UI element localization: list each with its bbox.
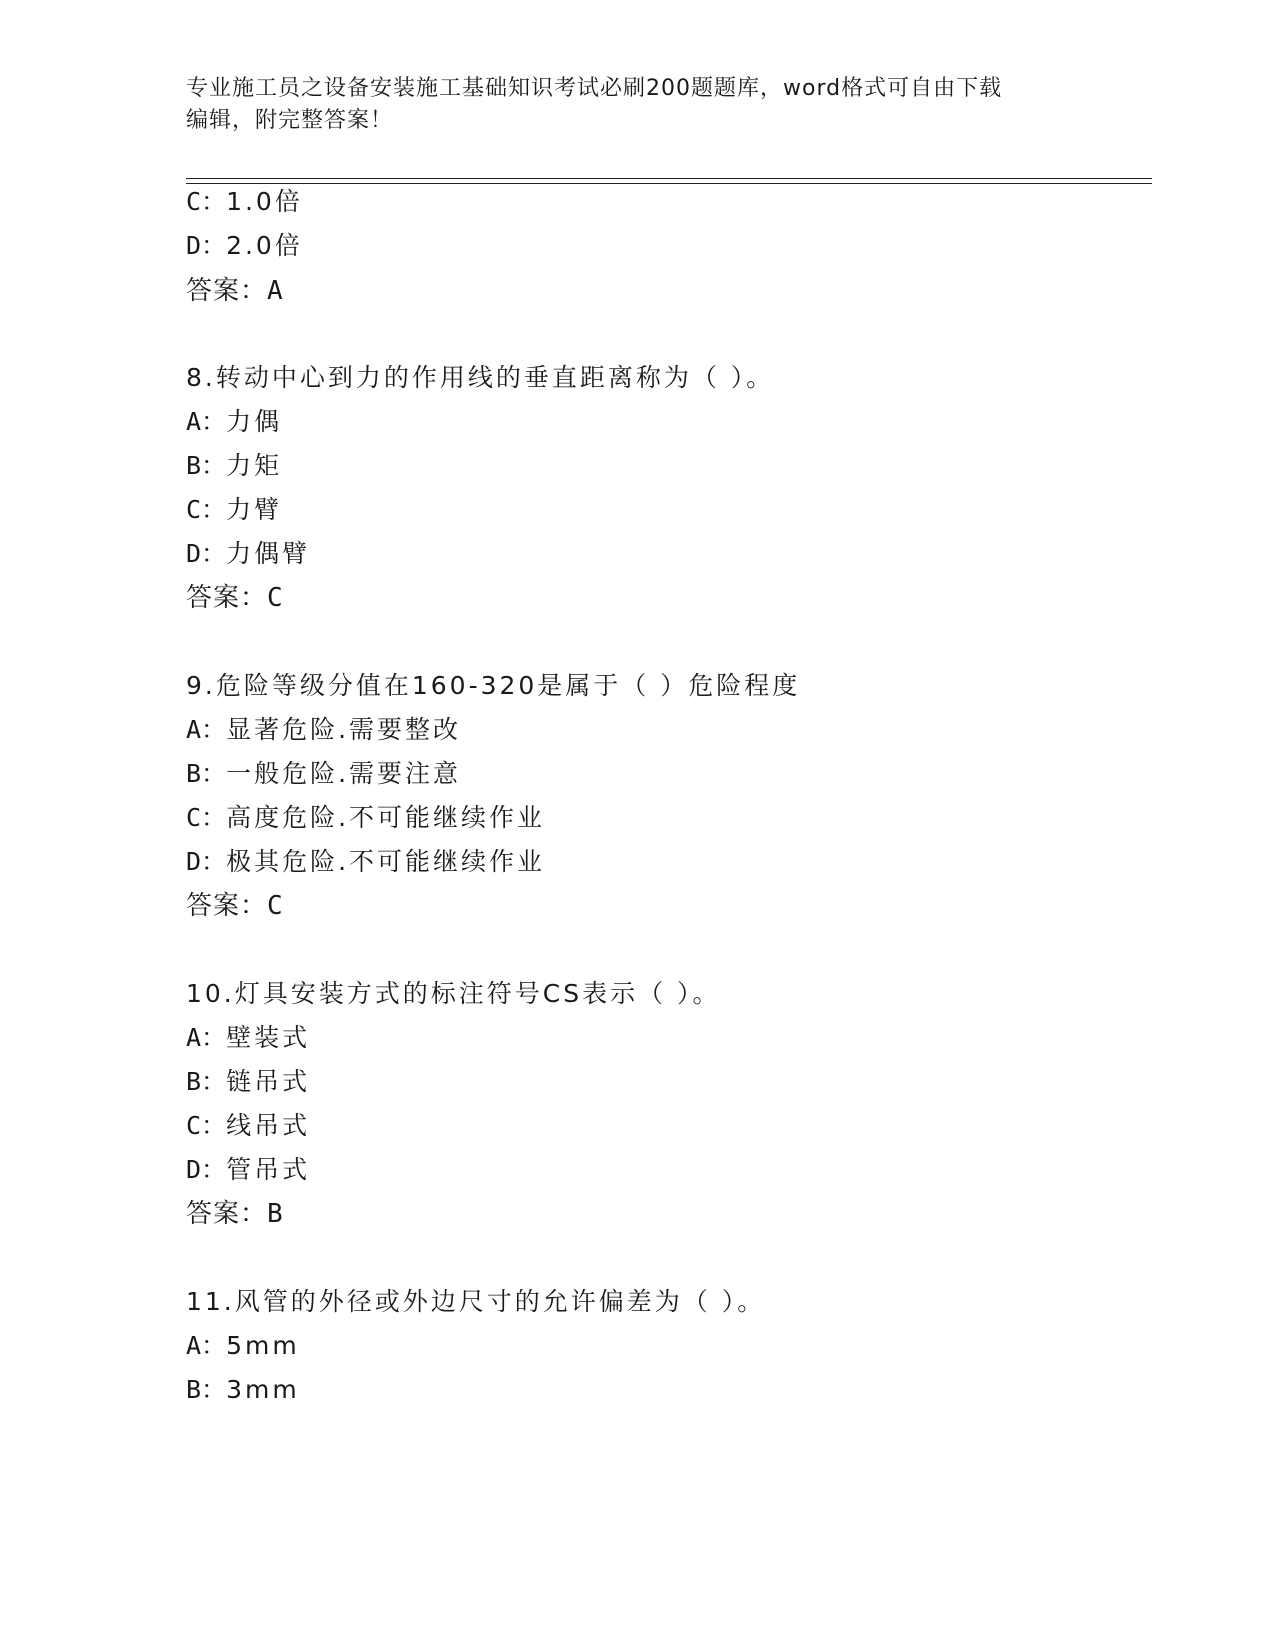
header-title-line-2: 编辑，附完整答案！ xyxy=(186,108,394,133)
option-d xyxy=(186,538,310,570)
option-text: 极其危险.不可能继续作业 xyxy=(226,847,546,876)
answer-label: 答案： xyxy=(186,1199,268,1229)
option-label: A： xyxy=(186,715,227,744)
option-label: C： xyxy=(186,495,227,524)
answer-value: A xyxy=(267,276,284,306)
option-label: A： xyxy=(186,1023,227,1052)
option-text: 一般危险.需要注意 xyxy=(226,759,462,788)
option-c xyxy=(186,1110,310,1142)
document-header xyxy=(186,73,1066,137)
option-text: 线吊式 xyxy=(226,1111,311,1140)
answer-line xyxy=(186,582,284,614)
option-label: A： xyxy=(186,1331,227,1360)
option-text: 链吊式 xyxy=(226,1067,311,1096)
answer-value: B xyxy=(267,1199,284,1229)
question-stem: 8.转动中心到力的作用线的垂直距离称为（ ）。 xyxy=(186,363,775,392)
option-label: C： xyxy=(186,803,227,832)
option-d xyxy=(186,846,545,878)
option-text: 高度危险.不可能继续作业 xyxy=(226,803,546,832)
option-a xyxy=(186,714,461,746)
answer-value: C xyxy=(267,891,284,921)
option-label: B： xyxy=(186,1067,227,1096)
option-label: C： xyxy=(186,187,227,216)
answer-line xyxy=(186,275,284,307)
option-text: 力矩 xyxy=(226,451,283,480)
option-label: B： xyxy=(186,759,227,788)
option-text: 壁装式 xyxy=(226,1023,311,1052)
option-a xyxy=(186,1022,310,1054)
option-label: B： xyxy=(186,451,227,480)
header-divider-bottom xyxy=(186,183,1152,184)
option-a xyxy=(186,1330,300,1362)
option-a xyxy=(186,406,282,438)
question-stem: 9.危险等级分值在160-320是属于（ ）危险程度 xyxy=(186,671,801,700)
option-text: 3mm xyxy=(226,1375,300,1404)
option-label: D： xyxy=(186,1155,227,1184)
option-label: A： xyxy=(186,407,227,436)
option-text: 显著危险.需要整改 xyxy=(226,715,462,744)
option-c xyxy=(186,186,303,218)
option-text: 2.0倍 xyxy=(226,231,303,260)
option-text: 1.0倍 xyxy=(226,187,303,216)
option-text: 管吊式 xyxy=(226,1155,311,1184)
option-d xyxy=(186,1154,310,1186)
option-label: D： xyxy=(186,539,227,568)
option-d xyxy=(186,230,303,262)
option-label: B： xyxy=(186,1375,227,1404)
answer-value: C xyxy=(267,583,284,613)
option-c xyxy=(186,802,545,834)
option-text: 力臂 xyxy=(226,495,283,524)
option-b xyxy=(186,758,461,790)
answer-label: 答案： xyxy=(186,276,268,306)
question-stem: 10.灯具安装方式的标注符号CS表示（ ）。 xyxy=(186,979,721,1008)
header-divider-top xyxy=(186,178,1152,179)
option-text: 力偶 xyxy=(226,407,283,436)
option-text: 5mm xyxy=(226,1331,300,1360)
option-label: C： xyxy=(186,1111,227,1140)
option-label: D： xyxy=(186,231,227,260)
answer-line xyxy=(186,1198,284,1230)
option-label: D： xyxy=(186,847,227,876)
option-c xyxy=(186,494,282,526)
question-stem: 11.风管的外径或外边尺寸的允许偏差为（ ）。 xyxy=(186,1287,766,1316)
answer-label: 答案： xyxy=(186,583,268,613)
option-b xyxy=(186,450,282,482)
option-b xyxy=(186,1374,300,1406)
option-b xyxy=(186,1066,310,1098)
answer-line xyxy=(186,890,284,922)
header-title-line-1: 专业施工员之设备安装施工基础知识考试必刷200题题库，word格式可自由下载 xyxy=(186,76,1003,101)
answer-label: 答案： xyxy=(186,891,268,921)
option-text: 力偶臂 xyxy=(226,539,311,568)
